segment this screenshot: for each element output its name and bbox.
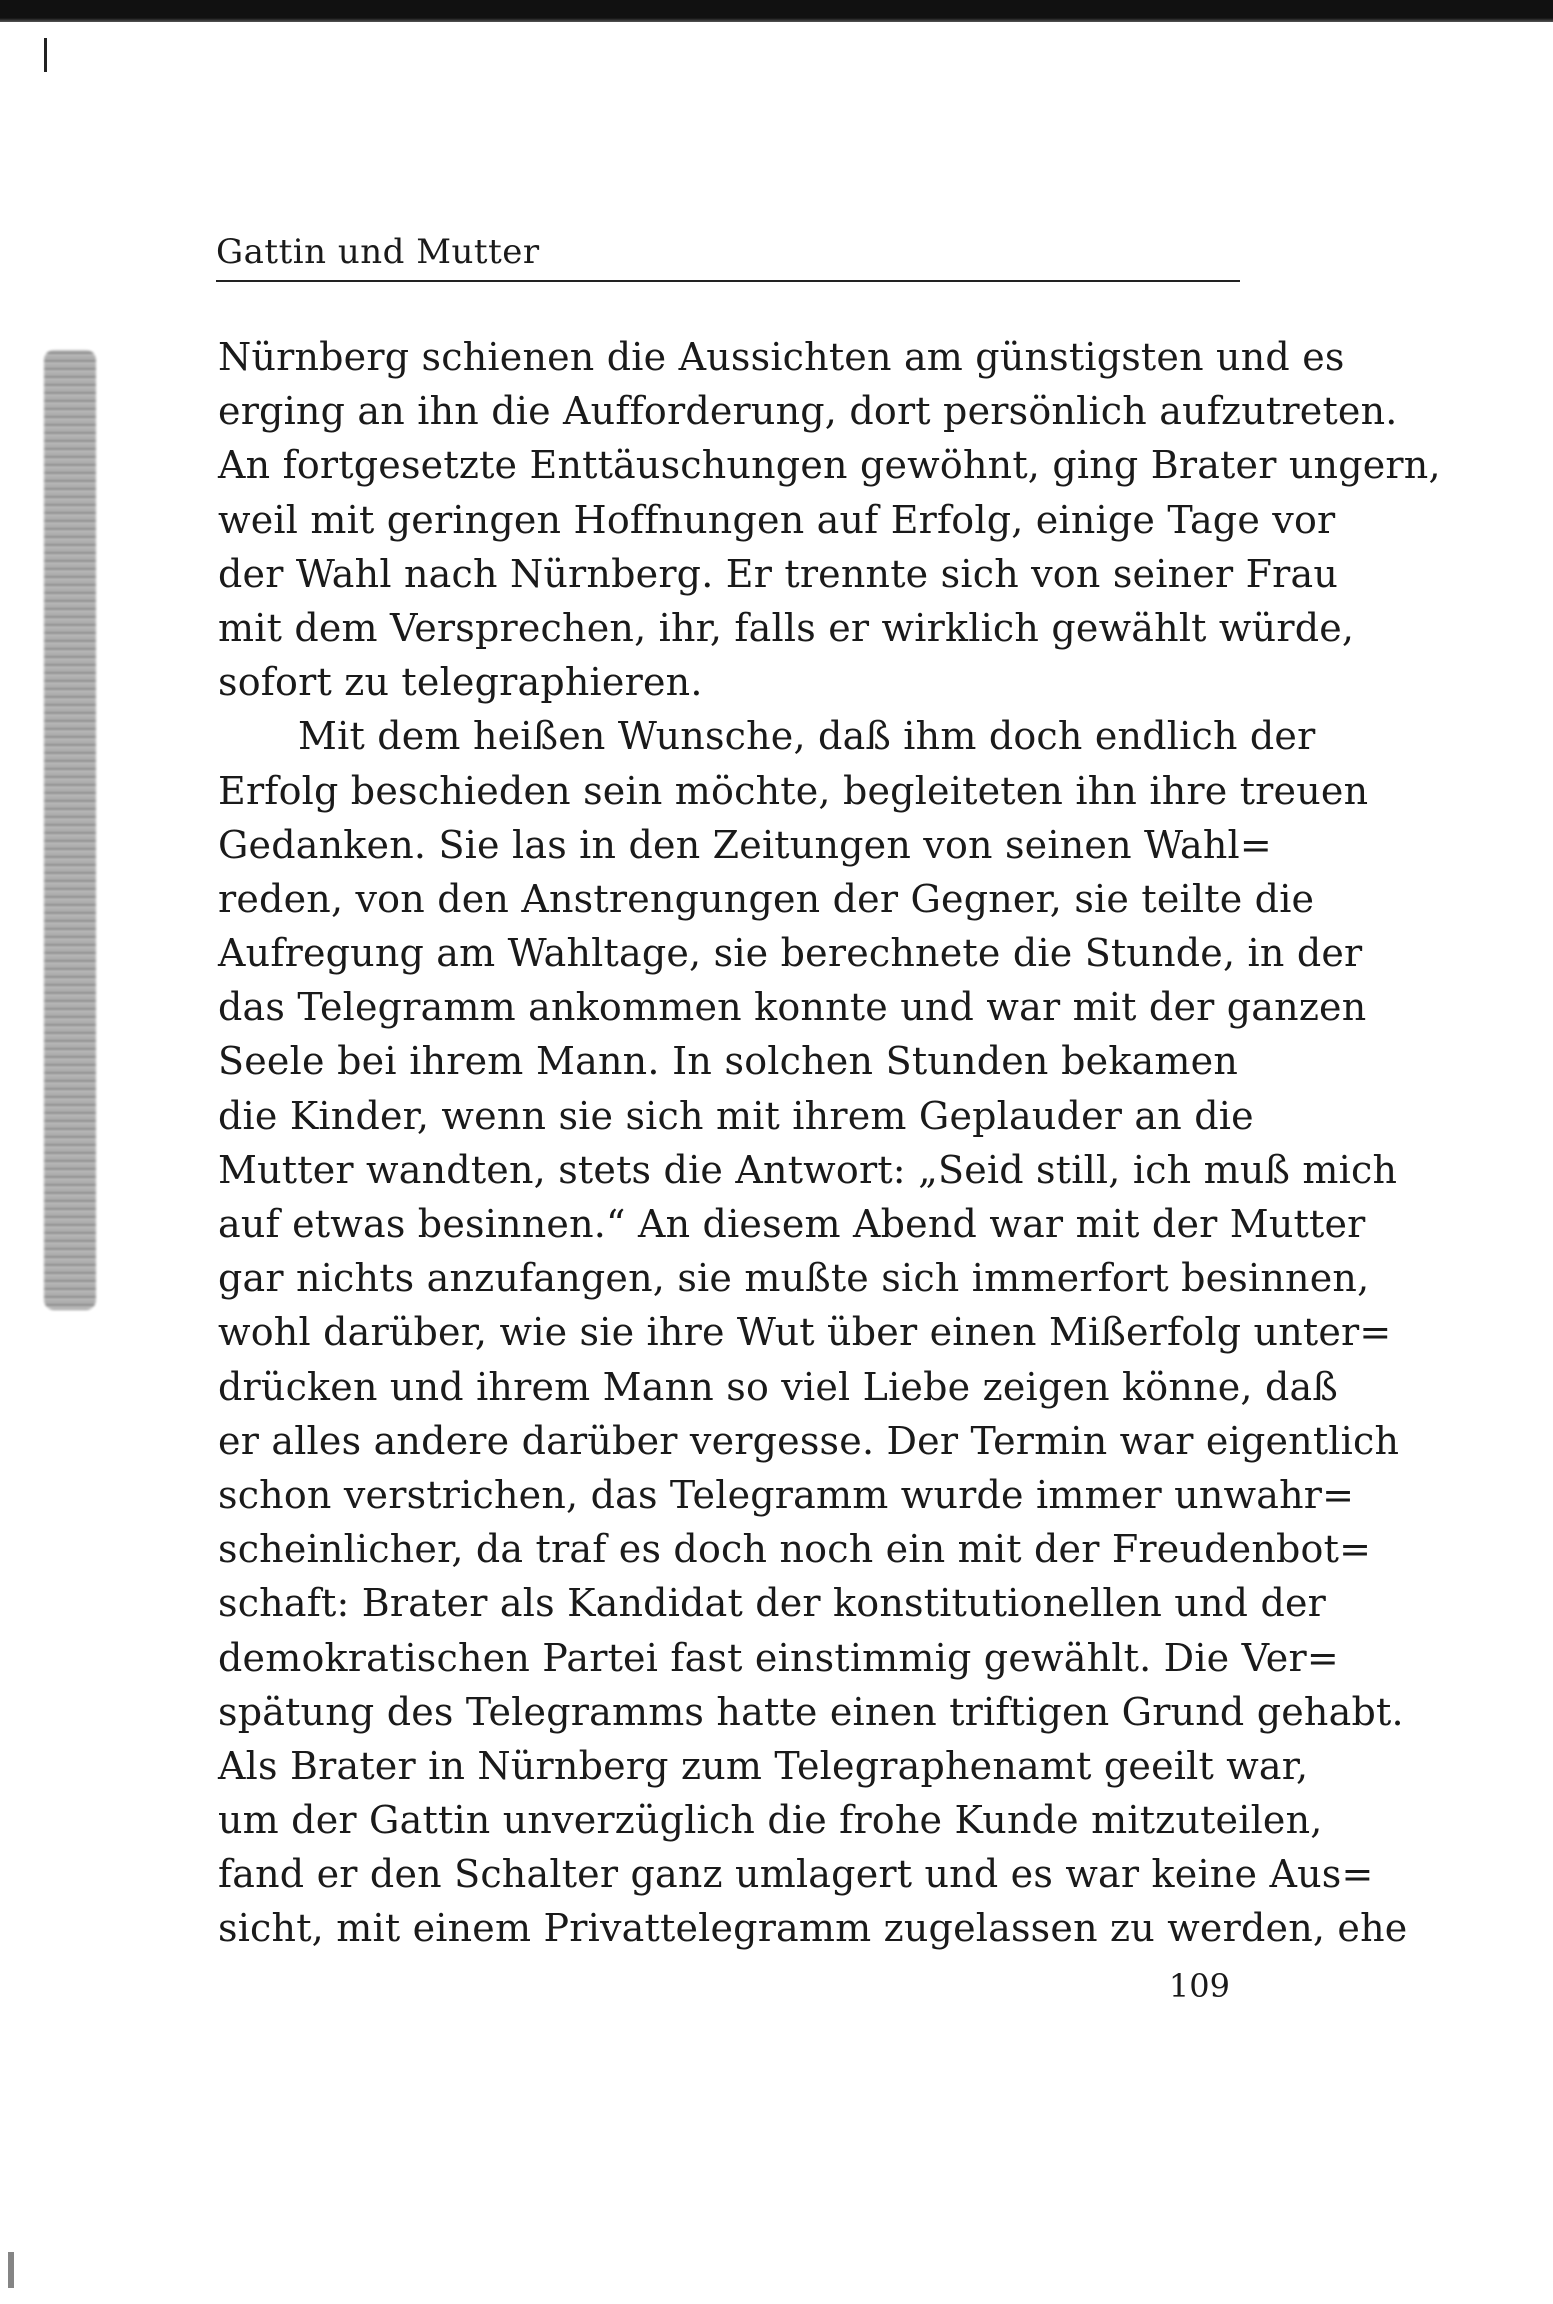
text-line: der Wahl nach Nürnberg. Er trennte sich von seiner Frau bbox=[218, 551, 1339, 596]
scan-speck bbox=[8, 2252, 14, 2288]
text-line: schon verstrichen, das Telegramm wurde immer unwahr= bbox=[218, 1472, 1355, 1517]
text-line: das Telegramm ankommen konnte und war mit der ganzen bbox=[218, 985, 1367, 1030]
text-line: weil mit geringen Hoffnungen auf Erfolg, einige Tage vor bbox=[218, 497, 1336, 542]
text-line: spätung des Telegramms hatte einen triftigen Grund gehabt. bbox=[218, 1689, 1404, 1734]
running-head: Gattin und Mutter bbox=[216, 232, 540, 272]
text-line: erging an ihn die Aufforderung, dort persönlich aufzutreten. bbox=[218, 389, 1398, 434]
text-line: sicht, mit einem Privattelegramm zugelassen zu werden, ehe bbox=[218, 1906, 1408, 1951]
text-line: er alles andere darüber vergesse. Der Termin war eigentlich bbox=[218, 1418, 1400, 1463]
text-line: auf etwas besinnen.“ An diesem Abend war mit der Mutter bbox=[218, 1202, 1366, 1246]
text-line: sofort zu telegraphieren. bbox=[218, 660, 703, 705]
text-line: Mit dem heißen Wunsche, daß ihm doch endlich der bbox=[298, 714, 1316, 759]
text-line: drücken und ihrem Mann so viel Liebe zeigen könne, daß bbox=[218, 1364, 1338, 1409]
page-number: 109 bbox=[1168, 1967, 1230, 2005]
text-line: fand er den Schalter ganz umlagert und es war keine Aus= bbox=[218, 1852, 1374, 1897]
header-rule bbox=[216, 280, 1240, 282]
text-line: Gedanken. Sie las in den Zeitungen von seinen Wahl= bbox=[218, 822, 1272, 867]
text-line: die Kinder, wenn sie sich mit ihrem Geplauder an die bbox=[218, 1093, 1254, 1138]
binding-shadow bbox=[44, 350, 96, 1310]
text-line: Seele bei ihrem Mann. In solchen Stunden bekamen bbox=[218, 1039, 1238, 1084]
text-line: mit dem Versprechen, ihr, falls er wirklich gewählt würde, bbox=[218, 605, 1355, 650]
text-line: Erfolg beschieden sein möchte, begleiteten ihn ihre treuen bbox=[218, 768, 1369, 813]
body-text bbox=[218, 330, 1441, 1956]
text-line: Als Brater in Nürnberg zum Telegraphenamt geeilt war, bbox=[218, 1743, 1309, 1788]
text-line: Nürnberg schienen die Aussichten am günstigsten und es bbox=[218, 335, 1345, 379]
text-line: demokratischen Partei fast einstimmig gewählt. Die Ver= bbox=[218, 1635, 1339, 1680]
text-line: An fortgesetzte Enttäuschungen gewöhnt, ging Brater ungern, bbox=[218, 443, 1441, 488]
text-line: reden, von den Anstrengungen der Gegner, sie teilte die bbox=[218, 876, 1315, 921]
text-line: Aufregung am Wahltage, sie berechnete die Stunde, in der bbox=[218, 931, 1363, 976]
text-line: gar nichts anzufangen, sie mußte sich immerfort besinnen, bbox=[218, 1256, 1370, 1301]
text-line: wohl darüber, wie sie ihre Wut über einen Mißerfolg unter= bbox=[218, 1310, 1392, 1355]
text-line: schaft: Brater als Kandidat der konstitutionellen und der bbox=[218, 1581, 1327, 1626]
text-line: scheinlicher, da traf es doch noch ein mit der Freudenbot= bbox=[218, 1527, 1372, 1572]
scan-top-border bbox=[0, 0, 1553, 22]
text-line: Mutter wandten, stets die Antwort: „Seid still, ich muß mich bbox=[218, 1147, 1398, 1192]
scan-margin-mark bbox=[44, 38, 47, 72]
text-line: um der Gattin unverzüglich die frohe Kunde mitzuteilen, bbox=[218, 1798, 1323, 1843]
page-header bbox=[216, 226, 1238, 278]
